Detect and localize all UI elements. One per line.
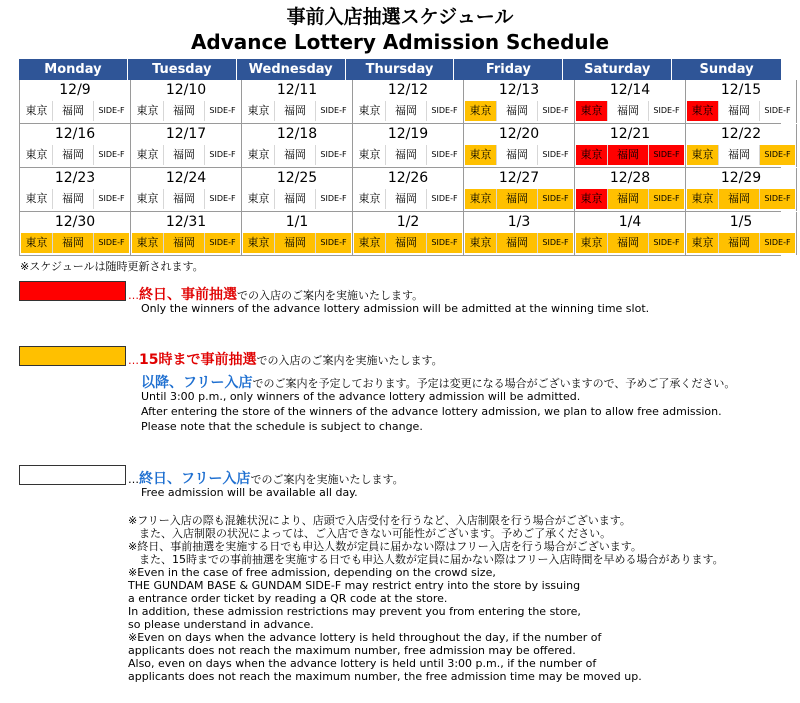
side-f-status: SIDE-F [316, 101, 351, 121]
calendar-week-row [19, 168, 791, 212]
day-date: 12/25 [276, 170, 318, 186]
day-date: 12/9 [59, 82, 91, 98]
side-f-status: SIDE-F [538, 189, 573, 209]
calendar-day [353, 168, 464, 211]
note-line: so please understand in advance. [128, 618, 314, 631]
fukuoka-status: 福岡 [386, 145, 427, 165]
tokyo-status: 東京 [687, 145, 719, 165]
side-f-status: SIDE-F [94, 101, 129, 121]
legend-white-swatch [19, 465, 126, 485]
tokyo-status: 東京 [132, 233, 164, 253]
fukuoka-status: 福岡 [53, 145, 94, 165]
day-date: 12/15 [720, 82, 762, 98]
legend-red-jp [128, 284, 423, 304]
fukuoka-status: 福岡 [275, 233, 316, 253]
note-line: また、入店制限の状況によっては、ご入店できない可能性がございます。予めご了承ください。 [128, 527, 612, 540]
calendar-day [464, 80, 575, 123]
store-status-row [242, 189, 352, 210]
note-line: applicants does not reach the maximum number, the free admission time may be moved up. [128, 670, 642, 683]
fukuoka-status: 福岡 [164, 101, 205, 121]
weekday-header-thursday: Thursday [346, 59, 455, 80]
note-line: THE GUNDAM BASE & GUNDAM SIDE-F may restrict entry into the store by issuing [128, 579, 581, 592]
calendar-day [575, 212, 686, 255]
calendar-day [242, 124, 353, 167]
day-date: 12/13 [498, 82, 540, 98]
legend-red-emph: 終日、事前抽選 [139, 287, 237, 303]
side-f-status: SIDE-F [427, 101, 462, 121]
legend-white-jp [128, 468, 404, 488]
side-f-status: SIDE-F [760, 145, 795, 165]
calendar-day [686, 168, 797, 211]
note-line: ※フリー入店の際も混雑状況により、店頭で入店受付を行うなど、入店制限を行う場合がございます。 [128, 514, 631, 527]
tokyo-status: 東京 [243, 145, 275, 165]
legend-white-emph: 終日、フリー入店 [139, 471, 251, 487]
store-status-row [575, 145, 685, 166]
fukuoka-status: 福岡 [608, 233, 649, 253]
day-date: 1/3 [507, 214, 531, 230]
store-status-row [686, 189, 796, 210]
side-f-status: SIDE-F [649, 145, 684, 165]
fukuoka-status: 福岡 [275, 189, 316, 209]
store-status-row [20, 233, 130, 254]
schedule-calendar [19, 59, 791, 256]
fukuoka-status: 福岡 [608, 189, 649, 209]
note-line: ※Even on days when the advance lottery is held throughout the day, if the number of [128, 631, 602, 644]
day-date: 12/23 [54, 170, 96, 186]
side-f-status: SIDE-F [316, 189, 351, 209]
fukuoka-status: 福岡 [497, 101, 538, 121]
day-date: 12/19 [387, 126, 429, 142]
tokyo-status: 東京 [243, 101, 275, 121]
legend-orange-prefix: … [128, 354, 139, 367]
store-status-row [686, 233, 796, 254]
tokyo-status: 東京 [576, 233, 608, 253]
store-status-row [464, 189, 574, 210]
fukuoka-status: 福岡 [53, 233, 94, 253]
store-status-row [353, 233, 463, 254]
day-date: 12/12 [387, 82, 429, 98]
tokyo-status: 東京 [354, 101, 386, 121]
store-status-row [131, 189, 241, 210]
day-date: 12/31 [165, 214, 207, 230]
day-date: 12/17 [165, 126, 207, 142]
fukuoka-status: 福岡 [497, 233, 538, 253]
tokyo-status: 東京 [243, 189, 275, 209]
notes-block [128, 514, 724, 683]
fukuoka-status: 福岡 [497, 189, 538, 209]
day-date: 12/22 [720, 126, 762, 142]
calendar-week-row [19, 124, 791, 168]
tokyo-status: 東京 [687, 101, 719, 121]
side-f-status: SIDE-F [760, 101, 795, 121]
tokyo-status: 東京 [354, 145, 386, 165]
fukuoka-status: 福岡 [164, 233, 205, 253]
store-status-row [464, 145, 574, 166]
day-date: 12/29 [720, 170, 762, 186]
fukuoka-status: 福岡 [608, 101, 649, 121]
side-f-status: SIDE-F [427, 189, 462, 209]
note-line: Also, even on days when the advance lottery is held until 3:00 p.m., if the number of [128, 657, 597, 670]
day-date: 12/28 [609, 170, 651, 186]
day-date: 12/26 [387, 170, 429, 186]
fukuoka-status: 福岡 [386, 101, 427, 121]
weekday-header-friday: Friday [454, 59, 563, 80]
fukuoka-status: 福岡 [719, 145, 760, 165]
tokyo-status: 東京 [465, 189, 497, 209]
tokyo-status: 東京 [465, 101, 497, 121]
side-f-status: SIDE-F [205, 101, 240, 121]
fukuoka-status: 福岡 [386, 189, 427, 209]
weekday-header-tuesday: Tuesday [128, 59, 237, 80]
fukuoka-status: 福岡 [53, 101, 94, 121]
side-f-status: SIDE-F [316, 233, 351, 253]
store-status-row [20, 101, 130, 122]
legend-orange-en1: Until 3:00 p.m., only winners of the advance lottery admission will be admitted. [141, 390, 581, 403]
day-date: 12/10 [165, 82, 207, 98]
side-f-status: SIDE-F [205, 189, 240, 209]
tokyo-status: 東京 [132, 145, 164, 165]
legend-white-prefix: … [128, 473, 139, 486]
tokyo-status: 東京 [354, 233, 386, 253]
calendar-day [131, 168, 242, 211]
day-date: 12/20 [498, 126, 540, 142]
side-f-status: SIDE-F [649, 233, 684, 253]
calendar-day [464, 212, 575, 255]
side-f-status: SIDE-F [538, 233, 573, 253]
side-f-status: SIDE-F [760, 233, 795, 253]
legend-orange-jp2-emph: 以降、フリー入店 [141, 375, 253, 391]
fukuoka-status: 福岡 [719, 189, 760, 209]
fukuoka-status: 福岡 [386, 233, 427, 253]
side-f-status: SIDE-F [94, 189, 129, 209]
calendar-day [19, 80, 131, 123]
tokyo-status: 東京 [465, 145, 497, 165]
calendar-day [19, 168, 131, 211]
store-status-row [242, 101, 352, 122]
store-status-row [464, 101, 574, 122]
store-status-row [353, 101, 463, 122]
weekday-header-monday: Monday [19, 59, 128, 80]
side-f-status: SIDE-F [760, 189, 795, 209]
side-f-status: SIDE-F [649, 101, 684, 121]
calendar-day [19, 212, 131, 255]
store-status-row [131, 145, 241, 166]
store-status-row [353, 189, 463, 210]
calendar-week-row [19, 212, 791, 256]
tokyo-status: 東京 [21, 233, 53, 253]
tokyo-status: 東京 [132, 189, 164, 209]
side-f-status: SIDE-F [427, 233, 462, 253]
legend-orange-rest: での入店のご案内を実施いたします。 [256, 354, 443, 367]
note-line: ※Even in the case of free admission, depending on the crowd size, [128, 566, 496, 579]
store-status-row [131, 233, 241, 254]
side-f-status: SIDE-F [427, 145, 462, 165]
legend-white-en: Free admission will be available all day. [141, 486, 358, 499]
fukuoka-status: 福岡 [53, 189, 94, 209]
tokyo-status: 東京 [576, 101, 608, 121]
weekday-header-sunday: Sunday [699, 62, 754, 77]
calendar-day [353, 80, 464, 123]
calendar-day [242, 80, 353, 123]
day-date: 1/4 [618, 214, 642, 230]
legend-orange-emph: 15時まで事前抽選 [139, 352, 257, 368]
legend-red-swatch [19, 281, 126, 301]
tokyo-status: 東京 [354, 189, 386, 209]
calendar-day [131, 80, 242, 123]
day-date: 12/16 [54, 126, 96, 142]
store-status-row [131, 101, 241, 122]
store-status-row [20, 145, 130, 166]
legend-orange-jp2-rest: でのご案内を予定しております。予定は変更になる場合がございますので、予めご了承ください。 [252, 377, 736, 390]
note-line: a entrance order ticket by reading a QR code at the store. [128, 592, 448, 605]
side-f-status: SIDE-F [205, 233, 240, 253]
side-f-status: SIDE-F [94, 233, 129, 253]
day-date: 12/18 [276, 126, 318, 142]
day-date: 1/5 [729, 214, 753, 230]
fukuoka-status: 福岡 [608, 145, 649, 165]
schedule-update-note: ※スケジュールは随時更新されます。 [20, 260, 204, 273]
side-f-status: SIDE-F [316, 145, 351, 165]
calendar-day [686, 124, 797, 167]
calendar-weeks [19, 80, 791, 256]
legend-red-en: Only the winners of the advance lottery admission will be admitted at the winning time slot. [141, 302, 650, 315]
legend-orange-en3: Please note that the schedule is subject to change. [141, 420, 423, 433]
tokyo-status: 東京 [576, 145, 608, 165]
calendar-day [19, 124, 131, 167]
calendar-day [242, 212, 353, 255]
tokyo-status: 東京 [687, 233, 719, 253]
legend-white-rest: でのご案内を実施いたします。 [250, 473, 404, 486]
tokyo-status: 東京 [132, 101, 164, 121]
store-status-row [242, 233, 352, 254]
store-status-row [242, 145, 352, 166]
side-f-status: SIDE-F [205, 145, 240, 165]
calendar-day [686, 80, 797, 123]
tokyo-status: 東京 [576, 189, 608, 209]
calendar-day [575, 124, 686, 167]
fukuoka-status: 福岡 [719, 233, 760, 253]
calendar-day [464, 168, 575, 211]
day-date: 12/27 [498, 170, 540, 186]
side-f-status: SIDE-F [538, 145, 573, 165]
fukuoka-status: 福岡 [164, 145, 205, 165]
side-f-status: SIDE-F [538, 101, 573, 121]
calendar-day [464, 124, 575, 167]
calendar-day [575, 168, 686, 211]
tokyo-status: 東京 [687, 189, 719, 209]
calendar-day [575, 80, 686, 123]
note-line: ※終日、事前抽選を実施する日でも申込人数が定員に届かない際はフリー入店を行う場合がございます。 [128, 540, 642, 553]
store-status-row [686, 145, 796, 166]
legend-orange-swatch [19, 346, 126, 366]
fukuoka-status: 福岡 [719, 101, 760, 121]
legend-red-prefix: … [128, 289, 139, 302]
tokyo-status: 東京 [21, 101, 53, 121]
calendar-day [242, 168, 353, 211]
day-date: 12/11 [276, 82, 318, 98]
fukuoka-status: 福岡 [497, 145, 538, 165]
calendar-week-row [19, 80, 791, 124]
calendar-day [131, 124, 242, 167]
store-status-row [353, 145, 463, 166]
note-line: applicants does not reach the maximum number, free admission may be offered. [128, 644, 576, 657]
fukuoka-status: 福岡 [164, 189, 205, 209]
store-status-row [686, 101, 796, 122]
weekday-header-row [19, 59, 781, 80]
legend-orange-jp2 [141, 372, 735, 392]
store-status-row [575, 233, 685, 254]
legend-orange-en2: After entering the store of the winners of the advance lottery admission, we plan to allow free admission. [141, 405, 722, 418]
day-date: 1/1 [285, 214, 309, 230]
store-status-row [575, 101, 685, 122]
day-date: 12/30 [54, 214, 96, 230]
store-status-row [20, 189, 130, 210]
legend-red-rest: での入店のご案内を実施いたします。 [237, 289, 424, 302]
page-title-en: Advance Lottery Admission Schedule [190, 30, 610, 54]
note-line: また、15時までの事前抽選を実施する日でも申込人数が定員に届かない際はフリー入店時間を早める場合があります。 [128, 553, 724, 566]
tokyo-status: 東京 [243, 233, 275, 253]
calendar-day [686, 212, 797, 255]
day-date: 12/14 [609, 82, 651, 98]
day-date: 12/21 [609, 126, 651, 142]
tokyo-status: 東京 [465, 233, 497, 253]
side-f-status: SIDE-F [94, 145, 129, 165]
store-status-row [575, 189, 685, 210]
calendar-day [353, 124, 464, 167]
weekday-header-wednesday: Wednesday [237, 59, 346, 80]
fukuoka-status: 福岡 [275, 101, 316, 121]
calendar-day [353, 212, 464, 255]
weekday-header-saturday: Saturday [563, 59, 672, 80]
legend-orange-jp [128, 349, 443, 369]
tokyo-status: 東京 [21, 145, 53, 165]
page-title-jp: 事前入店抽選スケジュール [286, 6, 514, 28]
fukuoka-status: 福岡 [275, 145, 316, 165]
day-date: 12/24 [165, 170, 207, 186]
tokyo-status: 東京 [21, 189, 53, 209]
day-date: 1/2 [396, 214, 420, 230]
store-status-row [464, 233, 574, 254]
note-line: In addition, these admission restrictions may prevent you from entering the store, [128, 605, 581, 618]
side-f-status: SIDE-F [649, 189, 684, 209]
calendar-day [131, 212, 242, 255]
